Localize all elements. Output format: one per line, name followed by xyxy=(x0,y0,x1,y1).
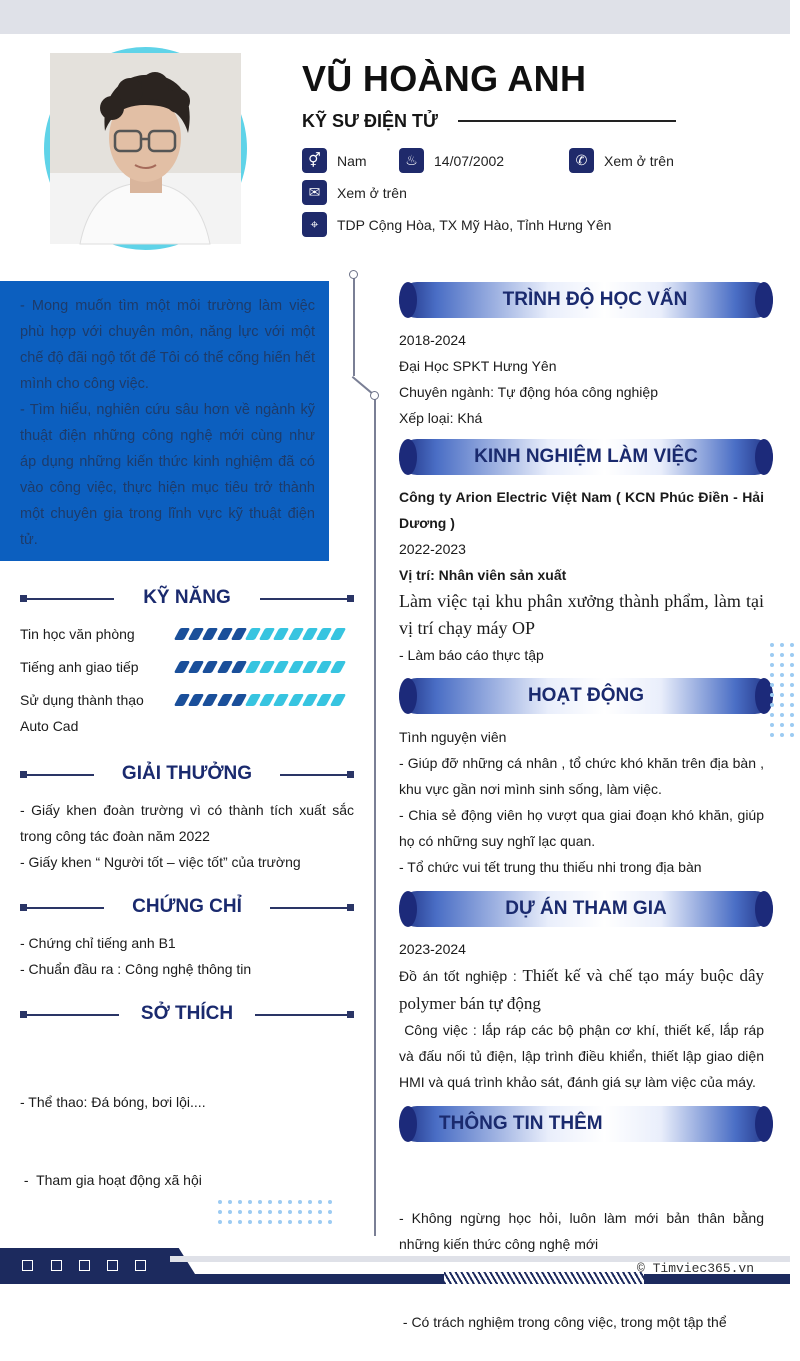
decor-dot xyxy=(780,693,784,697)
decor-dot xyxy=(328,1210,332,1214)
decor-dot xyxy=(790,683,794,687)
decor-dot xyxy=(770,673,774,677)
decor-dot xyxy=(278,1200,282,1204)
skill-bar-segment xyxy=(273,694,289,706)
skill-bar-segment xyxy=(202,694,218,706)
hobbies-heading: SỞ THÍCH xyxy=(20,1003,354,1027)
decor-dot xyxy=(258,1200,262,1204)
avatar xyxy=(50,53,241,244)
decor-dot xyxy=(780,683,784,687)
activity-item: - Giúp đỡ những cá nhân , tổ chức khó khăn trên địa bàn , khu vực gần nơi mình sinh sống, làm việc. xyxy=(399,755,764,797)
decor-dot xyxy=(790,693,794,697)
decor-dot xyxy=(288,1200,292,1204)
contact-address xyxy=(302,212,611,237)
activities-list xyxy=(399,724,764,880)
decor-dot xyxy=(770,643,774,647)
portrait-photo xyxy=(50,53,241,244)
decor-dot xyxy=(770,713,774,717)
education-heading: TRÌNH ĐỘ HỌC VẤN xyxy=(399,282,773,318)
activity-item: - Tổ chức vui tết trung thu thiếu nhi trong địa bàn xyxy=(399,859,702,875)
decor-dot xyxy=(790,673,794,677)
decor-dot xyxy=(258,1220,262,1224)
decor-dot xyxy=(288,1220,292,1224)
timeline-dot xyxy=(370,391,379,400)
activity-item: - Chia sẻ động viên họ vượt qua giai đoạn khó khăn, giúp họ có những suy nghĩ lạc quan. xyxy=(399,807,764,849)
decor-dot xyxy=(328,1220,332,1224)
decor-dot xyxy=(770,663,774,667)
decor-dot xyxy=(218,1220,222,1224)
decor-dot xyxy=(228,1200,232,1204)
education-school: Đại Học SPKT Hưng Yên xyxy=(399,358,557,374)
decor-dot xyxy=(268,1220,272,1224)
award-item: - Giấy khen “ Người tốt – việc tốt” của trường xyxy=(20,854,301,870)
project-work: Công việc : lắp ráp các bộ phận cơ khí, thiết kế, lắp ráp và đấu nối tủ điện, lập trình điều khiển, thiết lập giao diện HMI và quá trình khảo sát, đánh giá sự làm việc của máy. xyxy=(399,1022,768,1090)
phone-text: Xem ở trên xyxy=(604,152,674,169)
decor-dot xyxy=(780,653,784,657)
certificate-item: - Chứng chỉ tiếng anh B1 xyxy=(20,935,176,951)
decor-dot xyxy=(298,1220,302,1224)
skill-name: Tin học văn phòng xyxy=(20,626,135,642)
decor-dot xyxy=(770,733,774,737)
job-title: KỸ SƯ ĐIỆN TỬ xyxy=(302,111,438,131)
experience-details xyxy=(399,484,764,668)
email-text: Xem ở trên xyxy=(337,184,407,201)
decor-dot xyxy=(288,1210,292,1214)
footer-square xyxy=(107,1260,118,1271)
timeline-line xyxy=(353,276,355,376)
decor-dot xyxy=(780,703,784,707)
education-rank: Xếp loại: Khá xyxy=(399,410,483,426)
experience-heading: KINH NGHIỆM LÀM VIỆC xyxy=(399,439,773,475)
activity-item: Tình nguyện viên xyxy=(399,729,507,745)
skill-bar-segment xyxy=(273,628,289,640)
project-period: 2023-2024 xyxy=(399,941,466,957)
skill-bar-segment xyxy=(330,661,346,673)
career-objective xyxy=(0,281,329,561)
experience-company: Công ty Arion Electric Việt Nam ( KCN Phúc Điền - Hải Dương ) xyxy=(399,489,764,531)
objective-line-1: - Mong muốn tìm một môi trường làm việc phù hợp với chuyên môn, năng lực với một chế độ đãi ngộ tốt để Tôi có thể cống hiến hết mình cho công việc. xyxy=(20,298,315,392)
skill-bar-segment xyxy=(330,694,346,706)
certificates-heading: CHỨNG CHỈ xyxy=(20,896,354,920)
decor-dot xyxy=(258,1210,262,1214)
decor-dot xyxy=(790,733,794,737)
location-pin-icon: ⌖ xyxy=(302,212,327,237)
award-item: - Giấy khen đoàn trường vì có thành tích xuất sắc trong công tác đoàn năm 2022 xyxy=(20,802,354,844)
activities-heading: HOẠT ĐỘNG xyxy=(399,678,773,714)
certificate-item: - Chuẩn đầu ra : Công nghệ thông tin xyxy=(20,961,252,977)
decor-dot xyxy=(780,663,784,667)
decor-dot xyxy=(790,663,794,667)
decor-dot xyxy=(298,1210,302,1214)
skill-name: Sử dụng thành thạo Auto Cad xyxy=(20,692,144,734)
projects-details xyxy=(399,936,768,1095)
experience-position: Nhân viên sản xuất xyxy=(438,567,567,583)
skill-bar-segment xyxy=(273,661,289,673)
hobby-item: - Tham gia hoạt động xã hội xyxy=(20,1172,202,1188)
address-text: TDP Cộng Hòa, TX Mỹ Hào, Tỉnh Hưng Yên xyxy=(337,216,612,233)
skills-heading: KỸ NĂNG xyxy=(20,587,354,611)
experience-description: Làm việc tại khu phân xưởng thành phẩm, làm tại vị trí chạy máy OP xyxy=(399,591,764,638)
experience-note: - Làm báo cáo thực tập xyxy=(399,647,544,663)
decor-dot xyxy=(780,733,784,737)
decor-dot xyxy=(318,1220,322,1224)
certificates-list xyxy=(20,930,354,982)
footer-hatch xyxy=(444,1272,644,1284)
footer-square xyxy=(135,1260,146,1271)
top-band xyxy=(0,0,790,34)
phone-icon: ✆ xyxy=(569,148,594,173)
hobby-item: - Thể thao: Đá bóng, bơi lội.... xyxy=(20,1094,206,1110)
email-icon: ✉ xyxy=(302,180,327,205)
timeline-dot xyxy=(349,270,358,279)
decor-dot xyxy=(770,723,774,727)
decor-dot xyxy=(228,1210,232,1214)
projects-heading: DỰ ÁN THAM GIA xyxy=(399,891,773,927)
decor-dot xyxy=(790,723,794,727)
contact-email xyxy=(302,180,407,205)
education-major: Chuyên ngành: Tự động hóa công nghiệp xyxy=(399,384,658,400)
skill-bar-segment xyxy=(287,661,303,673)
more-info-item: - Không ngừng học hỏi, luôn làm mới bản thân bằng những kiến thức công nghệ mới xyxy=(399,1210,768,1252)
education-period: 2018-2024 xyxy=(399,332,466,348)
birthday-cake-icon: ♨ xyxy=(399,148,424,173)
decor-dot xyxy=(238,1210,242,1214)
decor-dot xyxy=(218,1200,222,1204)
decor-dot xyxy=(770,683,774,687)
more-info-item: - Có trách nghiệm trong công việc, trong một tập thể xyxy=(399,1314,727,1330)
decor-dot xyxy=(328,1200,332,1204)
decor-dot xyxy=(248,1210,252,1214)
decor-dot xyxy=(248,1220,252,1224)
decor-dot xyxy=(268,1200,272,1204)
decor-dots xyxy=(218,1200,332,1224)
decor-dot xyxy=(790,713,794,717)
decor-dot xyxy=(298,1200,302,1204)
decor-dot xyxy=(780,713,784,717)
awards-heading: GIẢI THƯỞNG xyxy=(20,763,354,787)
contact-phone xyxy=(569,148,674,173)
decor-dot xyxy=(238,1200,242,1204)
skill-bar-segment xyxy=(202,628,218,640)
decor-dot xyxy=(318,1200,322,1204)
decor-dot xyxy=(790,703,794,707)
decor-dot xyxy=(790,653,794,657)
awards-list xyxy=(20,797,354,875)
footer-square xyxy=(22,1260,33,1271)
footer-square xyxy=(51,1260,62,1271)
position-label: Vị trí: xyxy=(399,567,435,583)
skill-level-bar xyxy=(177,661,347,673)
birthday-text: 14/07/2002 xyxy=(434,152,505,169)
candidate-name: VŨ HOÀNG ANH xyxy=(302,58,587,99)
decor-dot xyxy=(318,1210,322,1214)
decor-dot xyxy=(308,1210,312,1214)
decor-dot xyxy=(780,723,784,727)
decor-dot xyxy=(218,1210,222,1214)
decor-dot xyxy=(278,1220,282,1224)
experience-period: 2022-2023 xyxy=(399,541,466,557)
skill-bar-segment xyxy=(202,661,218,673)
decor-dot xyxy=(228,1220,232,1224)
job-title-rule xyxy=(458,120,676,122)
decor-dot xyxy=(248,1200,252,1204)
contact-birthday xyxy=(399,148,504,173)
contact-gender xyxy=(302,148,367,173)
decor-dots xyxy=(770,643,794,737)
gender-icon: ⚥ xyxy=(302,148,327,173)
skill-bar-segment xyxy=(330,628,346,640)
watermark: © Timviec365.vn xyxy=(637,1261,755,1276)
decor-dot xyxy=(278,1210,282,1214)
decor-dot xyxy=(268,1210,272,1214)
gender-text: Nam xyxy=(337,152,367,169)
skill-bar-segment xyxy=(287,694,303,706)
objective-line-2: - Tìm hiểu, nghiên cứu sâu hơn về ngành kỹ thuật điện những công nghệ mới cùng như áp dụng những kiến thức kinh nghiệm đã có vào công việc, thực hiện mục tiêu trở thành một chuyên gia trong lĩnh vực kỹ thuật điện tử. xyxy=(20,402,315,548)
avatar-frame xyxy=(44,47,247,250)
decor-dot xyxy=(308,1220,312,1224)
decor-dot xyxy=(780,673,784,677)
decor-dot xyxy=(770,653,774,657)
skill-name: Tiếng anh giao tiếp xyxy=(20,659,139,675)
project-name: Thiết kế và chế tạo máy buộc dây polymer bán tự động xyxy=(399,966,764,1013)
skill-level-bar xyxy=(177,628,347,640)
decor-dot xyxy=(308,1200,312,1204)
decor-dot xyxy=(780,643,784,647)
timeline-line xyxy=(374,396,376,1236)
decor-dot xyxy=(238,1220,242,1224)
decor-dot xyxy=(770,703,774,707)
education-details xyxy=(399,327,764,431)
decor-dot xyxy=(770,693,774,697)
decor-dot xyxy=(790,643,794,647)
more-info-heading: THÔNG TIN THÊM xyxy=(399,1106,773,1142)
skill-bar-segment xyxy=(287,628,303,640)
project-label: Đồ án tốt nghiệp : xyxy=(399,968,523,984)
skill-level-bar xyxy=(177,694,347,706)
footer-square xyxy=(79,1260,90,1271)
